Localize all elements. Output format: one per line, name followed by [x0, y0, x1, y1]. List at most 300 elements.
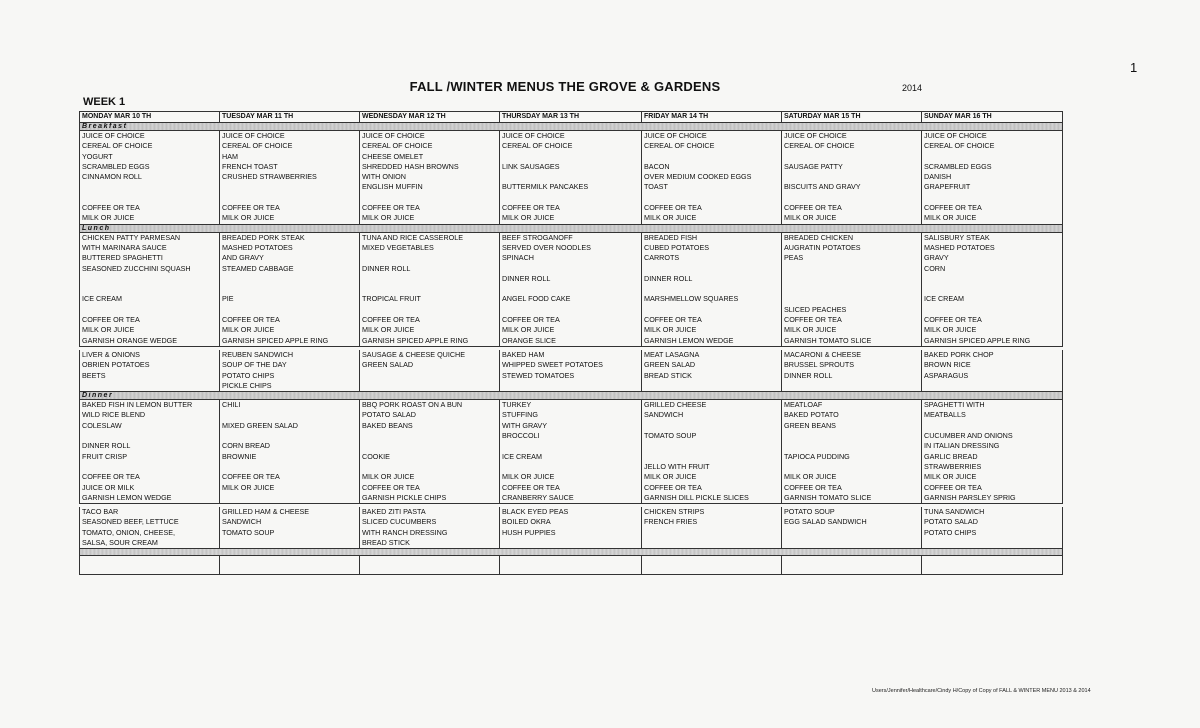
menu-item: GARNISH SPICED APPLE RING — [222, 335, 329, 345]
menu-table — [79, 111, 1063, 575]
week-label: WEEK 1 — [83, 96, 126, 108]
menu-item — [222, 305, 359, 315]
menu-item: STUFFING — [502, 410, 538, 420]
menu-item: BBQ PORK ROAST ON A BUN — [362, 400, 463, 410]
lunch-alt-cell — [220, 350, 360, 392]
menu-item: GRAVY — [924, 253, 949, 263]
menu-item: SEASONED BEEF, LETTUCE — [82, 517, 179, 527]
menu-item — [502, 284, 641, 294]
menu-item: BISCUITS AND GRAVY — [784, 182, 861, 192]
menu-item — [644, 421, 781, 431]
menu-item: SEASONED ZUCCHINI SQUASH — [82, 263, 191, 273]
menu-item: CHEESE OMELET — [362, 151, 424, 161]
menu-item: JUICE OF CHOICE — [644, 131, 707, 140]
menu-item — [222, 182, 359, 192]
lunch-cell — [642, 232, 782, 346]
menu-item: ASPARAGUS — [924, 370, 969, 380]
dinner-cell — [220, 400, 360, 504]
menu-item: SPAGHETTI WITH — [924, 400, 985, 410]
menu-item: GREEN BEANS — [784, 420, 836, 430]
lunch-alt-cell — [360, 350, 500, 392]
menu-item — [784, 264, 921, 274]
menu-item: JUICE OF CHOICE — [784, 131, 847, 140]
menu-item: CUCUMBER AND ONIONS — [924, 431, 1013, 441]
menu-item: MILK OR JUICE — [924, 325, 977, 335]
menu-item — [924, 193, 1062, 203]
page-title: FALL /WINTER MENUS THE GROVE & GARDENS — [409, 79, 721, 94]
menu-item — [82, 381, 219, 391]
menu-item: BROWN RICE — [924, 360, 971, 370]
menu-item: CEREAL OF CHOICE — [644, 141, 715, 151]
empty-cell — [922, 556, 1063, 575]
menu-item: PICKLE CHIPS — [222, 380, 272, 390]
menu-item: GRILLED HAM & CHEESE — [222, 507, 310, 517]
menu-item: MILK OR JUICE — [222, 482, 275, 492]
day-header: MONDAY MAR 10 TH — [80, 112, 220, 123]
menu-item: BREADED CHICKEN — [784, 232, 854, 242]
menu-item — [502, 305, 641, 315]
dinner-cell — [922, 400, 1063, 504]
menu-item: COFFEE OR TEA — [222, 315, 280, 325]
menu-item: MILK OR JUICE — [222, 325, 275, 335]
menu-item: SALSA, SOUR CREAM — [82, 537, 158, 547]
menu-item: CHILI — [222, 400, 241, 410]
dinner-alt-cell — [782, 507, 922, 549]
menu-item — [644, 381, 781, 391]
menu-item: DINNER ROLL — [362, 263, 411, 273]
lunch-alt-cell — [80, 350, 220, 392]
menu-item: BREAD STICK — [644, 370, 692, 380]
menu-item — [222, 538, 359, 548]
menu-item — [644, 305, 781, 315]
menu-item: MILK OR JUICE — [362, 325, 415, 335]
menu-item: MILK OR JUICE — [644, 213, 697, 223]
menu-item — [644, 528, 781, 538]
menu-item: SERVED OVER NOODLES — [502, 242, 591, 252]
day-header: WEDNESDAY MAR 12 TH — [360, 112, 500, 123]
menu-item — [362, 441, 499, 451]
lunch-alt-cell — [500, 350, 642, 392]
menu-item: ENGLISH MUFFIN — [362, 182, 423, 192]
menu-item: COFFEE OR TEA — [82, 203, 140, 213]
menu-item: WITH MARINARA SAUCE — [82, 242, 167, 252]
section-label-breakfast: Breakfast — [80, 123, 1063, 131]
menu-item: DINNER ROLL — [82, 441, 131, 451]
menu-item: GARNISH LEMON WEDGE — [644, 335, 734, 345]
menu-item — [362, 381, 499, 391]
menu-item: BLACK EYED PEAS — [502, 507, 569, 517]
menu-item: CEREAL OF CHOICE — [924, 141, 995, 151]
menu-item — [362, 371, 499, 381]
menu-item — [924, 152, 1062, 162]
menu-item — [644, 152, 781, 162]
menu-item — [784, 462, 921, 472]
menu-item: POTATO SALAD — [362, 410, 416, 420]
menu-item: JUICE OF CHOICE — [362, 131, 425, 140]
lunch-cell — [80, 232, 220, 346]
menu-item: COFFEE OR TEA — [784, 203, 842, 213]
menu-item: MILK OR JUICE — [82, 213, 135, 223]
menu-item: TAPIOCA PUDDING — [784, 451, 850, 461]
menu-item: COFFEE OR TEA — [784, 315, 842, 325]
menu-item: COFFEE OR TEA — [784, 482, 842, 492]
empty-cell — [80, 556, 220, 575]
menu-item — [924, 538, 1062, 548]
menu-item: DINNER ROLL — [644, 273, 693, 283]
menu-item: MEAT LASAGNA — [644, 349, 700, 359]
menu-item: EGG SALAD SANDWICH — [784, 517, 867, 527]
menu-item — [784, 193, 921, 203]
menu-item — [222, 193, 359, 203]
menu-item: MASHED POTATOES — [222, 242, 293, 252]
lunch-row — [80, 232, 1063, 346]
menu-item — [222, 274, 359, 284]
menu-item — [502, 172, 641, 182]
menu-item: BACON — [644, 161, 670, 171]
menu-item — [784, 294, 921, 304]
menu-item — [644, 441, 781, 451]
menu-item — [784, 538, 921, 548]
menu-item: ICE CREAM — [924, 294, 964, 304]
menu-item — [784, 528, 921, 538]
menu-item: MILK OR JUICE — [362, 213, 415, 223]
menu-item: COFFEE OR TEA — [644, 203, 702, 213]
empty-cell — [360, 556, 500, 575]
menu-item — [644, 452, 781, 462]
menu-item — [502, 193, 641, 203]
dinner-alt-cell — [80, 507, 220, 549]
menu-item: OBRIEN POTATOES — [82, 360, 150, 370]
menu-item: BEETS — [82, 370, 106, 380]
section-label-dinner: Dinner — [80, 392, 1063, 400]
menu-item: GARNISH ORANGE WEDGE — [82, 335, 178, 345]
menu-item: COFFEE OR TEA — [924, 482, 982, 492]
menu-item — [644, 284, 781, 294]
menu-item — [222, 410, 359, 420]
menu-item: BROWNIE — [222, 451, 257, 461]
menu-item — [82, 193, 219, 203]
menu-item: MARSHMELLOW SQUARES — [644, 294, 739, 304]
menu-item — [644, 193, 781, 203]
dinner-cell — [782, 400, 922, 504]
lunch-cell — [782, 232, 922, 346]
menu-item — [82, 305, 219, 315]
menu-item: ORANGE SLICE — [502, 335, 556, 345]
breakfast-cell — [80, 131, 220, 225]
dinner-alt-cell — [360, 507, 500, 549]
menu-item: BREADED PORK STEAK — [222, 232, 305, 242]
menu-item — [82, 431, 219, 441]
menu-item: MILK OR JUICE — [362, 472, 415, 482]
menu-item: GARNISH SPICED APPLE RING — [924, 335, 1031, 345]
menu-item: GARLIC BREAD — [924, 451, 978, 461]
menu-item: CHICKEN PATTY PARMESAN — [82, 232, 181, 242]
menu-item: JUICE OR MILK — [82, 482, 135, 492]
menu-item — [924, 381, 1062, 391]
menu-item: HUSH PUPPIES — [502, 527, 556, 537]
breakfast-section-row — [80, 123, 1063, 131]
menu-item: AUGRATIN POTATOES — [784, 242, 861, 252]
menu-item: GRILLED CHEESE — [644, 400, 707, 410]
menu-item: JUICE OF CHOICE — [502, 131, 565, 140]
lunch-alt-cell — [642, 350, 782, 392]
menu-item: BROCCOLI — [502, 431, 540, 441]
menu-item: SHREDDED HASH BROWNS — [362, 161, 459, 171]
menu-item — [644, 264, 781, 274]
menu-item: COFFEE OR TEA — [502, 315, 560, 325]
lunch-alternate-row — [80, 350, 1063, 392]
menu-item: CHICKEN STRIPS — [644, 507, 705, 517]
menu-item: ANGEL FOOD CAKE — [502, 294, 571, 304]
menu-item: CEREAL OF CHOICE — [784, 141, 855, 151]
menu-item: SANDWICH — [644, 410, 684, 420]
empty-cell — [500, 556, 642, 575]
lunch-cell — [922, 232, 1063, 346]
menu-item: SOUP OF THE DAY — [222, 360, 287, 370]
menu-item: WITH GRAVY — [502, 420, 547, 430]
menu-item: MILK OR JUICE — [784, 213, 837, 223]
menu-item: WITH ONION — [362, 172, 406, 182]
dinner-cell — [642, 400, 782, 504]
menu-item — [784, 431, 921, 441]
menu-item — [784, 441, 921, 451]
menu-item — [362, 253, 499, 263]
menu-item: TACO BAR — [82, 507, 119, 517]
menu-item: COFFEE OR TEA — [362, 203, 420, 213]
menu-item: COFFEE OR TEA — [362, 315, 420, 325]
menu-item: COFFEE OR TEA — [924, 315, 982, 325]
lunch-section-row — [80, 224, 1063, 232]
menu-item: GREEN SALAD — [644, 360, 696, 370]
menu-item: PIE — [222, 294, 234, 304]
breakfast-cell — [922, 131, 1063, 225]
menu-item: GARNISH DILL PICKLE SLICES — [644, 492, 749, 502]
menu-item: DANISH — [924, 172, 952, 182]
menu-item — [362, 284, 499, 294]
menu-item: SANDWICH — [222, 517, 262, 527]
menu-item: COFFEE OR TEA — [644, 315, 702, 325]
menu-item: COFFEE OR TEA — [644, 482, 702, 492]
menu-item: WILD RICE BLEND — [82, 410, 146, 420]
menu-item: MILK OR JUICE — [644, 325, 697, 335]
menu-item: MILK OR JUICE — [82, 325, 135, 335]
lunch-alt-cell — [782, 350, 922, 392]
day-header-row — [80, 112, 1063, 123]
dinner-alt-cell — [220, 507, 360, 549]
menu-item — [222, 284, 359, 294]
menu-item: DINNER ROLL — [502, 273, 551, 283]
day-header: SUNDAY MAR 16 TH — [922, 112, 1063, 123]
breakfast-cell — [360, 131, 500, 225]
menu-item: AND GRAVY — [222, 253, 264, 263]
menu-item: TUNA AND RICE CASSEROLE — [362, 232, 464, 242]
menu-item: STRAWBERRIES — [924, 461, 982, 471]
menu-item — [222, 431, 359, 441]
dinner-cell — [500, 400, 642, 504]
menu-item: LINK SAUSAGES — [502, 161, 560, 171]
menu-item: MIXED GREEN SALAD — [222, 420, 298, 430]
menu-item: CEREAL OF CHOICE — [362, 141, 433, 151]
menu-item — [222, 462, 359, 472]
menu-item: BAKED PORK CHOP — [924, 349, 994, 359]
dinner-alt-cell — [922, 507, 1063, 549]
menu-item: ICE CREAM — [502, 451, 542, 461]
menu-item: POTATO CHIPS — [222, 370, 275, 380]
menu-item: GARNISH PARSLEY SPRIG — [924, 492, 1016, 502]
empty-cell — [220, 556, 360, 575]
menu-item: POTATO CHIPS — [924, 527, 977, 537]
menu-item: SLICED CUCUMBERS — [362, 517, 437, 527]
menu-item: IN ITALIAN DRESSING — [924, 441, 1000, 451]
menu-item — [924, 421, 1062, 431]
menu-item: GARNISH TOMATO SLICE — [784, 492, 872, 502]
menu-item: SLICED PEACHES — [784, 304, 847, 314]
menu-item — [784, 381, 921, 391]
menu-item: MACARONI & CHEESE — [784, 349, 862, 359]
menu-item: BREAD STICK — [362, 537, 410, 547]
file-path-footer: Users/Jennifer/Healthcare/Cindy H/Copy of Copy of FALL & WINTER MENU 2013 & 2014 — [872, 688, 1091, 694]
day-header: FRIDAY MAR 14 TH — [642, 112, 782, 123]
menu-item: MILK OR JUICE — [784, 472, 837, 482]
menu-item: CEREAL OF CHOICE — [502, 141, 573, 151]
menu-item: SCRAMBLED EGGS — [924, 161, 992, 171]
menu-item: COFFEE OR TEA — [82, 472, 140, 482]
shaded-band — [80, 549, 1063, 556]
menu-item: COFFEE OR TEA — [502, 203, 560, 213]
empty-row — [80, 556, 1063, 575]
menu-item: TOMATO, ONION, CHEESE, — [82, 527, 176, 537]
menu-item: STEAMED CABBAGE — [222, 263, 294, 273]
breakfast-row — [80, 131, 1063, 225]
menu-item: ICE CREAM — [82, 294, 122, 304]
menu-item: TOAST — [644, 182, 668, 192]
day-header: THURSDAY MAR 13 TH — [500, 112, 642, 123]
menu-item — [784, 172, 921, 182]
empty-cell — [642, 556, 782, 575]
dinner-alternate-row — [80, 507, 1063, 549]
year-label: 2014 — [902, 83, 923, 93]
shaded-band-row — [80, 549, 1063, 556]
menu-item: SALISBURY STEAK — [924, 232, 990, 242]
menu-item — [502, 441, 641, 451]
menu-item: WITH RANCH DRESSING — [362, 527, 448, 537]
lunch-cell — [360, 232, 500, 346]
dinner-row — [80, 400, 1063, 504]
menu-item — [924, 284, 1062, 294]
menu-item: GARNISH PICKLE CHIPS — [362, 492, 447, 502]
menu-item: COFFEE OR TEA — [222, 203, 280, 213]
menu-item: CORN — [924, 263, 946, 273]
menu-item — [502, 538, 641, 548]
menu-item: COFFEE OR TEA — [924, 203, 982, 213]
menu-item: COLESLAW — [82, 420, 122, 430]
lunch-cell — [220, 232, 360, 346]
empty-cell — [782, 556, 922, 575]
menu-item: CORN BREAD — [222, 441, 270, 451]
day-header: TUESDAY MAR 11 TH — [220, 112, 360, 123]
menu-item — [502, 381, 641, 391]
menu-item: COFFEE OR TEA — [82, 315, 140, 325]
menu-item: MASHED POTATOES — [924, 242, 995, 252]
menu-item: GARNISH SPICED APPLE RING — [362, 335, 469, 345]
menu-item: JUICE OF CHOICE — [924, 131, 987, 140]
menu-item: COOKIE — [362, 451, 390, 461]
menu-item: REUBEN SANDWICH — [222, 349, 294, 359]
menu-item: STEWED TOMATOES — [502, 370, 575, 380]
lunch-alt-cell — [922, 350, 1063, 392]
menu-item: BRUSSEL SPROUTS — [784, 360, 855, 370]
menu-item: MILK OR JUICE — [222, 213, 275, 223]
breakfast-cell — [642, 131, 782, 225]
dinner-cell — [80, 400, 220, 504]
menu-item: BOILED OKRA — [502, 517, 551, 527]
breakfast-cell — [500, 131, 642, 225]
menu-item: SPINACH — [502, 253, 534, 263]
menu-item — [924, 274, 1062, 284]
menu-item: BAKED HAM — [502, 349, 545, 359]
menu-item: SCRAMBLED EGGS — [82, 161, 150, 171]
lunch-cell — [500, 232, 642, 346]
menu-item: GARNISH LEMON WEDGE — [82, 492, 172, 502]
menu-item: MIXED VEGETABLES — [362, 242, 434, 252]
menu-item: POTATO SALAD — [924, 517, 978, 527]
dinner-alt-cell — [500, 507, 642, 549]
section-label-lunch: Lunch — [80, 224, 1063, 232]
menu-item: JUICE OF CHOICE — [222, 131, 285, 140]
menu-item — [362, 462, 499, 472]
menu-item — [502, 152, 641, 162]
menu-item — [82, 284, 219, 294]
menu-item — [362, 274, 499, 284]
menu-item: MILK OR JUICE — [924, 213, 977, 223]
breakfast-cell — [782, 131, 922, 225]
menu-item: LIVER & ONIONS — [82, 349, 140, 359]
menu-item — [222, 493, 359, 503]
menu-item: TURKEY — [502, 400, 532, 410]
menu-item: GREEN SALAD — [362, 360, 414, 370]
menu-item: BAKED BEANS — [362, 420, 413, 430]
menu-item: CARROTS — [644, 253, 680, 263]
menu-item: MEATLOAF — [784, 400, 823, 410]
page-number: 1 — [1130, 60, 1138, 75]
menu-item: BEEF STROGANOFF — [502, 232, 573, 242]
menu-item: MILK OR JUICE — [644, 472, 697, 482]
menu-item: SAUSAGE & CHEESE QUICHE — [362, 349, 466, 359]
menu-item: MILK OR JUICE — [502, 213, 555, 223]
menu-item: HAM — [222, 151, 238, 161]
menu-item — [784, 152, 921, 162]
menu-item: MEATBALLS — [924, 410, 966, 420]
dinner-alt-cell — [642, 507, 782, 549]
menu-item: BAKED POTATO — [784, 410, 839, 420]
menu-item: WHIPPED SWEET POTATOES — [502, 360, 603, 370]
menu-item — [82, 462, 219, 472]
menu-item: BAKED FISH IN LEMON BUTTER — [82, 400, 193, 410]
menu-item: FRENCH TOAST — [222, 161, 278, 171]
menu-item: FRENCH FRIES — [644, 517, 698, 527]
menu-item: MILK OR JUICE — [502, 472, 555, 482]
menu-item: COFFEE OR TEA — [362, 482, 420, 492]
menu-item — [362, 431, 499, 441]
menu-item: FRUIT CRISP — [82, 451, 127, 461]
menu-item — [82, 274, 219, 284]
menu-item: COFFEE OR TEA — [222, 472, 280, 482]
menu-item — [362, 193, 499, 203]
menu-item: TOMATO SOUP — [644, 431, 697, 441]
menu-item — [502, 264, 641, 274]
menu-item: SAUSAGE PATTY — [784, 161, 843, 171]
menu-item: CUBED POTATOES — [644, 242, 710, 252]
